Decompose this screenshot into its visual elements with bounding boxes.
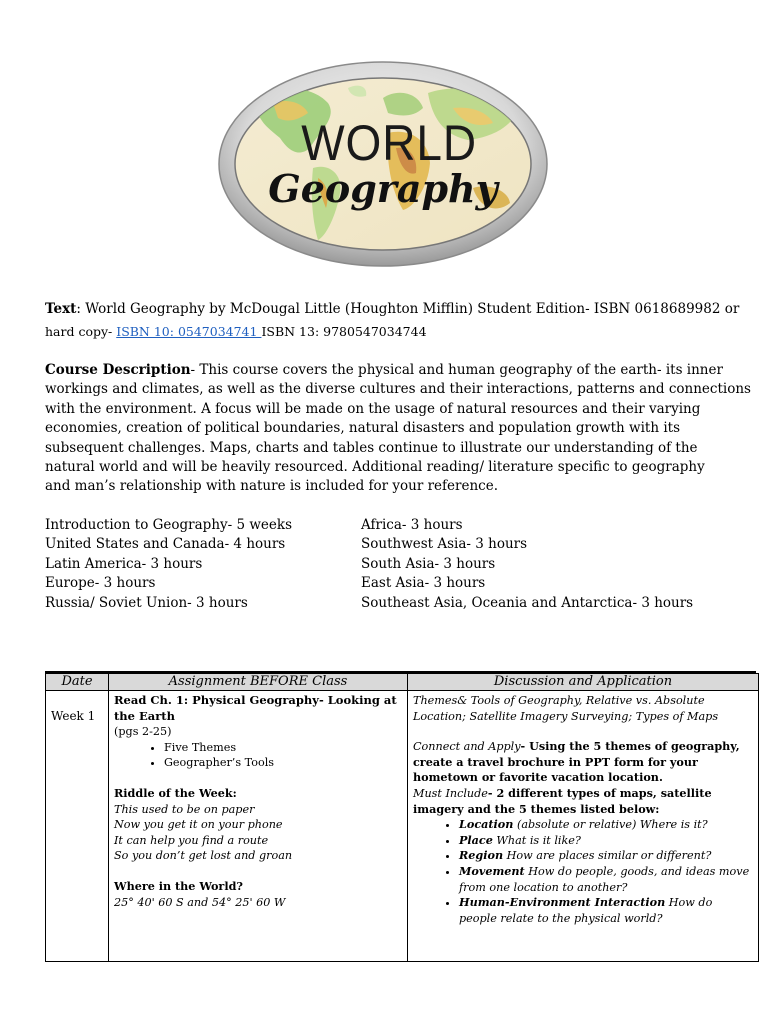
unit-item: Southeast Asia, Oceania and Antarctica- 3 hours (361, 594, 694, 611)
theme-question: What is it like? (492, 833, 581, 847)
header-discussion: Discussion and Application (408, 674, 759, 691)
units-right-column (361, 516, 693, 613)
theme-name: Movement (459, 863, 525, 878)
connect-apply-text: - Using the 5 themes of geography, create a travel brochure in PPT form for your hometown or favorite vacation location. (413, 739, 740, 785)
hard-copy-label: hard copy- (45, 324, 117, 340)
connect-apply-label: Connect and Apply (413, 740, 521, 754)
course-description-line: - This course covers the physical and human geography of the earth- its inner (190, 362, 723, 378)
themes-tools-line: Themes& Tools of Geography, Relative vs. Absolute Location; Satellite Imagery Surveying; Types of Maps (413, 694, 719, 723)
unit-item: South Asia- 3 hours (361, 555, 496, 572)
theme-name: Region (459, 848, 504, 863)
table-row (46, 691, 759, 962)
isbn10-link[interactable]: ISBN 10: 0547034741 (116, 324, 262, 340)
riddle-line: This used to be on paper (114, 802, 255, 816)
text-label: Text (45, 301, 77, 317)
where-title: Where in the World? (114, 878, 243, 893)
course-description-line: with the environment. A focus will be made on the usage of natural resources and their varying (45, 400, 701, 417)
schedule-table (45, 673, 759, 962)
units-left-column (45, 516, 292, 613)
course-description-line: economies, creation of political boundaries, natural disasters and population growth with its (45, 420, 681, 437)
unit-item: Introduction to Geography- 5 weeks (45, 517, 293, 533)
text-body: : World Geography by McDougal Little (Houghton Mifflin) Student Edition- ISBN 0618689982 or (76, 301, 740, 317)
list-item (459, 833, 753, 849)
reading-pages: (pgs 2-25) (114, 725, 172, 739)
textbook-info (45, 300, 757, 342)
list-item: • Five Themes (164, 740, 402, 756)
reading-assignment: Read Ch. 1: Physical Geography- Looking at the Earth (114, 693, 397, 723)
must-include-label: Must Include (413, 786, 488, 800)
date-cell (46, 691, 109, 962)
theme-question: How do people, goods, and ideas move from one location to another? (459, 864, 750, 894)
unit-item: Latin America- 3 hours (45, 555, 203, 572)
theme-question: How are places similar or different? (503, 849, 712, 863)
unit-item: United States and Canada- 4 hours (45, 536, 286, 553)
logo-world-text: WORLD (301, 116, 478, 172)
riddle-title: Riddle of the Week: (114, 785, 237, 800)
assignment-cell (109, 691, 408, 962)
world-geography-logo (218, 58, 548, 270)
header-assignment: Assignment BEFORE Class (109, 674, 408, 691)
list-item (459, 817, 753, 833)
course-description-line: and man’s relationship with nature is included for your reference. (45, 478, 499, 495)
riddle-line: So you don’t get lost and groan (114, 849, 293, 863)
header-date: Date (46, 674, 109, 691)
discussion-cell (408, 691, 759, 962)
theme-question: How do people relate to the physical world? (459, 896, 713, 925)
course-description (45, 361, 757, 497)
unit-item: Southwest Asia- 3 hours (361, 536, 528, 553)
list-item (459, 864, 753, 895)
theme-question: (absolute or relative) Where is it? (513, 818, 708, 832)
unit-item: Russia/ Soviet Union- 3 hours (45, 594, 248, 611)
course-description-line: natural world and will be heavily resourced. Additional reading/ literature specific to geography (45, 459, 705, 476)
theme-name: Human-Environment Interaction (459, 895, 666, 910)
course-description-line: subsequent challenges. Maps, charts and tables continue to illustrate our understanding of the (45, 439, 698, 456)
reading-topics (114, 740, 402, 771)
list-item: • Geographer’s Tools (164, 755, 402, 771)
five-themes-list (413, 817, 753, 926)
must-include-text: - 2 different types of maps, satellite imagery and the 5 themes listed below: (413, 785, 712, 816)
list-item (459, 895, 753, 926)
unit-item: East Asia- 3 hours (361, 575, 486, 592)
logo-geography-text: Geography (268, 166, 498, 211)
unit-item: Europe- 3 hours (45, 575, 156, 592)
theme-name: Place (459, 832, 493, 847)
unit-item: Africa- 3 hours (361, 517, 463, 533)
list-item (459, 848, 753, 864)
theme-name: Location (459, 817, 514, 832)
course-description-label: Course Description (45, 362, 191, 378)
isbn13-text: ISBN 13: 9780547034744 (261, 324, 427, 340)
table-header-row (46, 674, 759, 691)
coordinates: 25° 40' 60 S and 54° 25' 60 W (114, 895, 286, 909)
course-description-line: workings and climates, as well as the diverse cultures and their interactions, patterns and connections (45, 381, 751, 398)
riddle-line: It can help you find a route (114, 833, 269, 847)
week-label: Week 1 (51, 709, 96, 723)
riddle-line: Now you get it on your phone (114, 818, 283, 832)
